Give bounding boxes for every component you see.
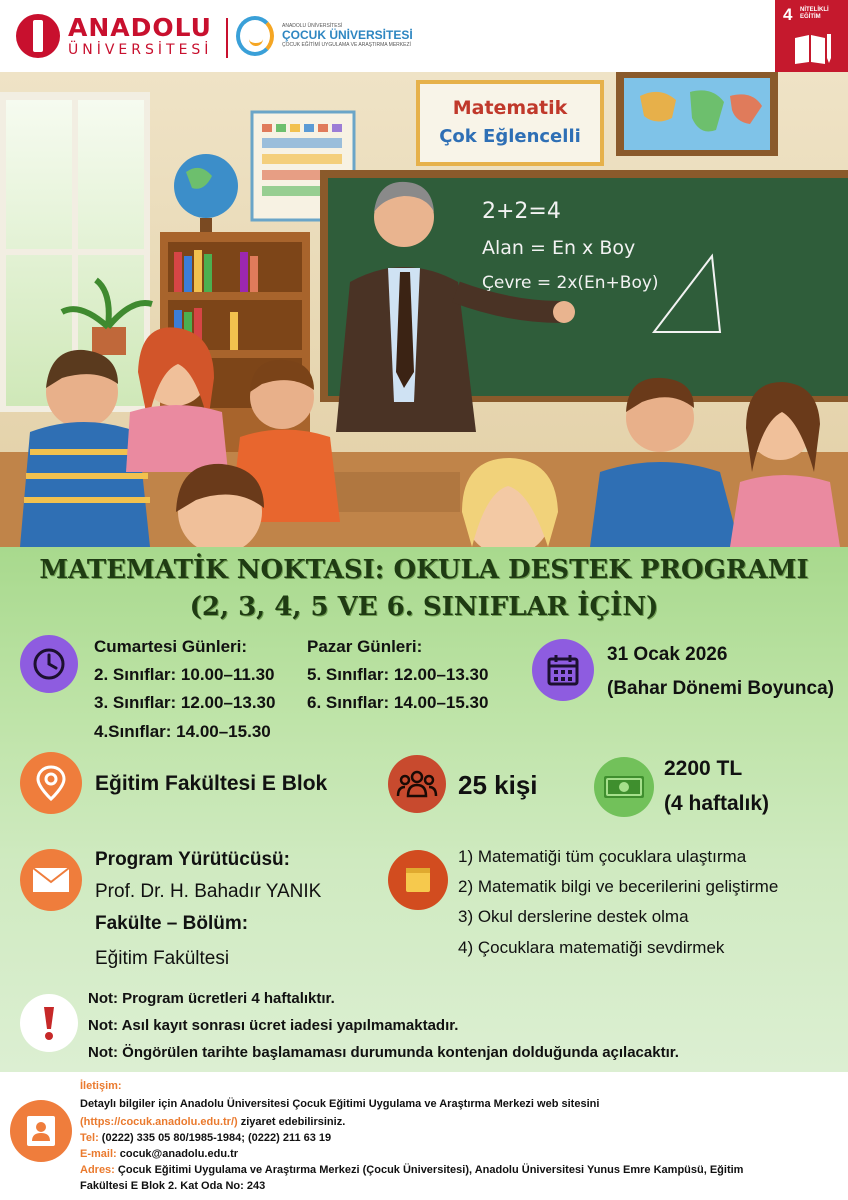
faculty-label: Fakülte – Bölüm: (95, 913, 249, 934)
saturday-row: 4.Sınıflar: 14.00–15.30 (94, 722, 271, 741)
money-icon (602, 772, 646, 802)
contact-badge (20, 849, 82, 911)
banner-line1: Matematik (452, 97, 568, 119)
group-icon (395, 768, 439, 800)
address-value: Çocuk Eğitimi Uygulama ve Araştırma Merkezi (Çocuk Üniversitesi), Anadolu Üniversitesi Yunus Emre Kampüsü, Eğitim (114, 1164, 744, 1176)
program-subtitle: (2, 3, 4, 5 VE 6. SINIFLAR İÇİN) (189, 592, 659, 622)
sticky-note-icon (403, 865, 433, 895)
book-pencil-icon (793, 32, 833, 66)
website-link[interactable]: (https://cocuk.anadolu.edu.tr/) (80, 1116, 238, 1128)
goals-badge (388, 850, 448, 910)
coordinator-label: Program Yürütücüsü: (95, 849, 290, 870)
logo-divider (226, 18, 228, 58)
faculty-name: Eğitim Fakültesi (95, 948, 230, 969)
saturday-row: 3. Sınıflar: 12.00–13.30 (94, 693, 276, 712)
cocuk-top-text: ANADOLU ÜNİVERSİTESİ (282, 22, 343, 29)
classroom-illustration (0, 72, 848, 547)
fee-amount: 2200 TL (664, 757, 743, 780)
sunday-row: 6. Sınıflar: 14.00–15.30 (307, 693, 489, 712)
banner-line2: Çok Eğlencelli (439, 126, 581, 147)
sdg-badge (775, 0, 848, 72)
start-date: 31 Ocak 2026 (607, 644, 728, 665)
note-item: Not: Öngörülen tarihte başlamaması durumunda kontenjan dolduğunda açılacaktır. (88, 1044, 679, 1061)
tel-label: Tel: (80, 1132, 99, 1144)
sdg-number: 4 (783, 5, 793, 24)
capacity-text: 25 kişi (458, 770, 538, 800)
anadolu-logo[interactable] (16, 14, 212, 58)
goal-item: 2) Matematik bilgi ve becerilerini geliştirme (458, 877, 779, 896)
date-note: (Bahar Dönemi Boyunca) (607, 678, 834, 699)
program-section (0, 547, 848, 1072)
contact-card-icon (22, 1112, 60, 1150)
logo-sub-text: ÜNİVERSİTESİ (68, 42, 213, 58)
note-item: Not: Asıl kayıt sonrası ücret iadesi yapılmamaktadır. (88, 1017, 459, 1034)
address-label: Adres: (80, 1164, 115, 1176)
board-line2: Alan = En x Boy (482, 237, 636, 259)
calendar-icon (545, 652, 581, 688)
goal-item: 4) Çocuklara matematiği sevdirmek (458, 938, 725, 957)
page-header (0, 0, 848, 72)
saturday-row: 2. Sınıflar: 10.00–11.30 (94, 665, 275, 684)
address-value-line2: Fakültesi E Blok 2. Kat Oda No: 243 (80, 1180, 266, 1192)
program-title: MATEMATİK NOKTASI: OKULA DESTEK PROGRAMI (39, 555, 809, 585)
email-label: E-mail: (80, 1148, 117, 1160)
goal-item: 3) Okul derslerine destek olma (458, 907, 689, 926)
location-badge (20, 752, 82, 814)
contact-info-line2: ziyaret edebilirsiniz. (237, 1116, 346, 1128)
email-value[interactable]: cocuk@anadolu.edu.tr (116, 1148, 239, 1160)
smile-icon (236, 16, 274, 56)
contact-footer (0, 1072, 848, 1200)
fee-note: (4 haftalık) (664, 792, 770, 815)
location-pin-icon (35, 765, 67, 801)
saturday-heading: Cumartesi Günleri: (94, 637, 248, 656)
board-line1: 2+2=4 (482, 199, 561, 224)
note-item: Not: Program ücretleri 4 haftalıktır. (88, 990, 335, 1007)
fee-badge (594, 757, 654, 817)
clock-icon (31, 646, 67, 682)
classroom-scene (0, 72, 848, 547)
envelope-icon (31, 866, 71, 894)
board-line3: Çevre = 2x(En+Boy) (482, 273, 659, 293)
warning-badge (20, 994, 78, 1052)
location-text: Eğitim Fakültesi E Blok (95, 772, 328, 795)
contact-avatar-badge (10, 1100, 72, 1162)
tel-value[interactable]: (0222) 335 05 80/1985-1984; (0222) 211 63 19 (98, 1132, 332, 1144)
sdg-title: NİTELİKLİ EĞİTİM (800, 7, 829, 20)
goal-item: 1) Matematiği tüm çocuklara ulaştırma (458, 847, 747, 866)
contact-info-line1: Detaylı bilgiler için Anadolu Üniversitesi Çocuk Eğitimi Uygulama ve Araştırma Merkezi web sitesini (80, 1098, 600, 1110)
logo-main-text: ANADOLU (68, 13, 212, 42)
coordinator-name: Prof. Dr. H. Bahadır YANIK (95, 881, 322, 902)
cocuk-sub-text: ÇOCUK EĞİTİMİ UYGULAMA VE ARAŞTIRMA MERKEZİ (282, 41, 411, 48)
contact-heading: İletişim: (80, 1080, 122, 1092)
capacity-badge (388, 755, 446, 813)
calendar-badge (532, 639, 594, 701)
exclamation-icon (41, 1005, 57, 1041)
cocuk-name-text: ÇOCUK ÜNİVERSİTESİ (282, 28, 413, 43)
anadolu-logo-icon (16, 14, 60, 58)
sunday-row: 5. Sınıflar: 12.00–13.30 (307, 665, 489, 684)
sunday-heading: Pazar Günleri: (307, 637, 423, 656)
clock-badge (20, 635, 78, 693)
cocuk-universitesi-logo[interactable] (236, 16, 413, 56)
